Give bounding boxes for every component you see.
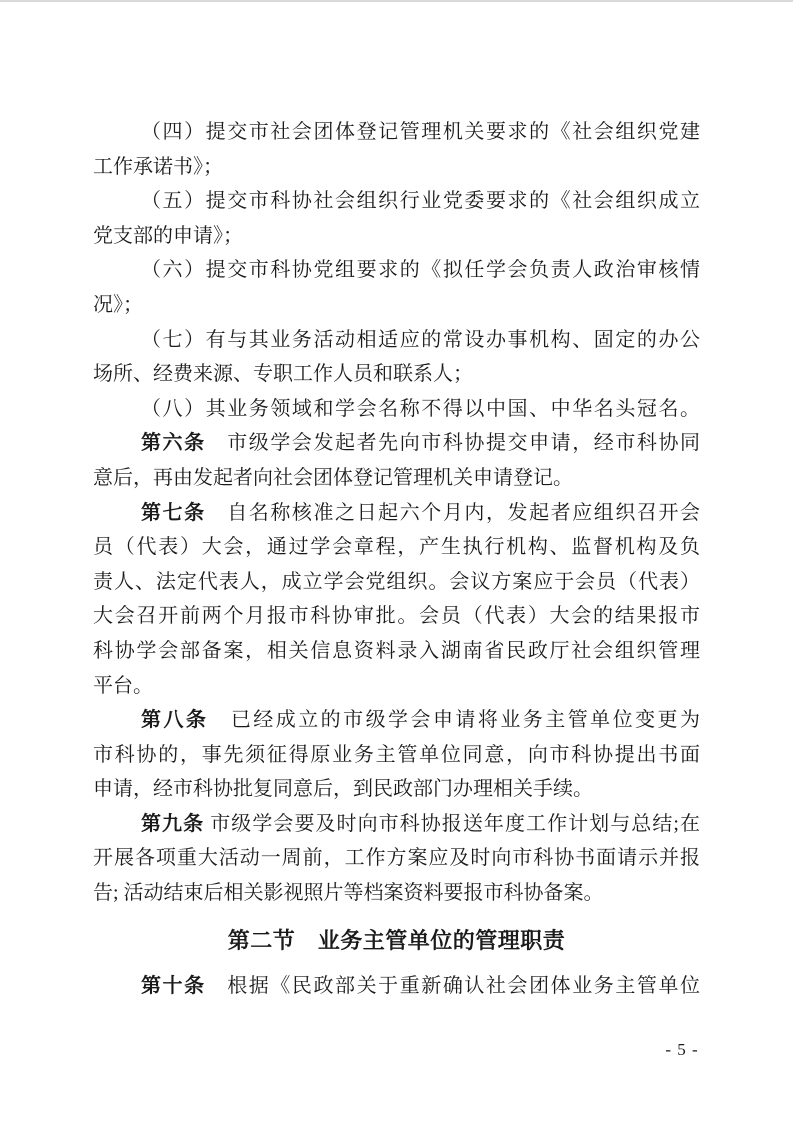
text-line: 开展各项重大活动一周前，工作方案应及时向市科协书面请示并报: [93, 847, 700, 870]
text-line: （五）提交市科协社会组织行业党委要求的《社会组织成立: [141, 190, 700, 213]
article-line: 第九条 市级学会要及时向市科协报送年度工作计划与总结;在: [141, 812, 701, 835]
text-line: 科协学会部备案，相关信息资料录入湖南省民政厅社会组织管理: [93, 639, 700, 662]
article-line: 第六条 市级学会发起者先向市科协提交申请，经市科协同: [141, 432, 701, 455]
text-line: （六）提交市科协党组要求的《拟任学会负责人政治审核情: [141, 259, 700, 282]
text-line: 市科协的，事先须征得原业务主管单位同意，向市科协提出书面: [93, 743, 700, 766]
article-line: 第八条 已经成立的市级学会申请将业务主管单位变更为: [141, 709, 700, 732]
text-line: （八）其业务领域和学会名称不得以中国、中华名头冠名。: [141, 397, 700, 420]
document-body: [93, 115, 700, 911]
text-line: （四）提交市社会团体登记管理机关要求的《社会组织党建: [141, 121, 700, 143]
article-line: 第十条 根据《民政部关于重新确认社会团体业务主管单位: [141, 975, 701, 997]
document-body-after-heading: [93, 969, 700, 1004]
article-number: 第七条: [141, 501, 206, 524]
article-number: 第八条: [141, 709, 209, 732]
article-number: 第六条: [141, 432, 206, 455]
article-number: 第九条: [141, 812, 205, 835]
text-line: 责人、法定代表人，成立学会党组织。会议方案应于会员（代表）: [93, 570, 700, 593]
text-line: 况》；: [93, 293, 143, 316]
text-line: 申请，经市科协批复同意后，到民政部门办理相关手续。: [93, 778, 593, 801]
page-top-edge: [0, 0, 793, 2]
text-line: （七）有与其业务活动相适应的常设办事机构、固定的办公: [141, 328, 700, 351]
text-line: 平台。: [93, 674, 153, 697]
text-line: 大会召开前两个月报市科协审批。会员（代表）大会的结果报市: [93, 605, 700, 628]
text-line: 员（代表）大会，通过学会章程，产生执行机构、监督机构及负: [93, 536, 700, 559]
article-line: 第七条 自名称核准之日起六个月内，发起者应组织召开会: [141, 501, 701, 524]
section-heading: 第二节 业务主管单位的管理职责: [227, 928, 566, 953]
page-number: - 5 -: [665, 1040, 699, 1059]
text-line: 党支部的申请》；: [93, 224, 243, 247]
text-line: 场所、经费来源、专职工作人员和联系人；: [93, 363, 473, 386]
text-line: 告; 活动结束后相关影视照片等档案资料要报市科协备案。: [93, 882, 604, 905]
text-line: 意后，再由发起者向社会团体登记管理机关申请登记。: [93, 466, 573, 489]
article-number: 第十条: [141, 975, 206, 997]
text-line: 工作承诺书》；: [93, 155, 223, 178]
